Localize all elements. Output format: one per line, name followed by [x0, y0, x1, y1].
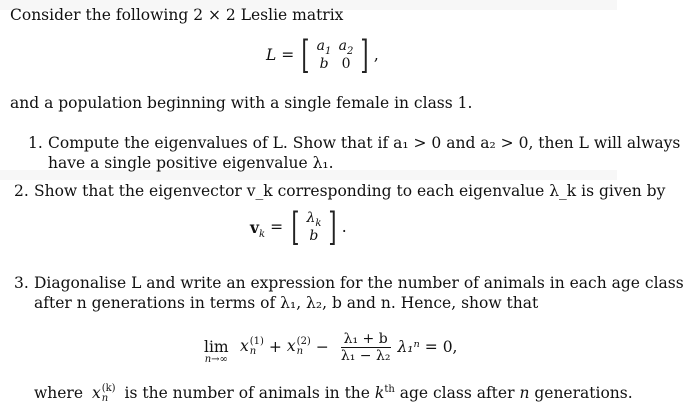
- limit-rhs: = 0,: [424, 338, 458, 356]
- vector-right-bracket: ]: [328, 205, 337, 249]
- vector-eq-sign: =: [270, 218, 284, 236]
- vector-bottom: b: [309, 228, 319, 244]
- limit-expression: [240, 328, 457, 366]
- vector-lhs: $v_k$: [250, 217, 266, 240]
- lim-subscript: n→∞: [204, 354, 228, 365]
- fraction: [338, 331, 394, 364]
- item2-line1: Show that the eigenvector v_k corresponding to each eigenvalue λ_k is given by: [34, 182, 666, 200]
- item1-number: 1.: [28, 134, 43, 152]
- item1-line2: have a single positive eigenvalue λ₁.: [48, 154, 334, 172]
- matrix-comma: ,: [373, 46, 379, 64]
- item1-line1: Compute the eigenvalues of L. Show that if a₁ > 0 and a₂ > 0, then L will always: [48, 134, 681, 152]
- population-sentence: and a population beginning with a single female in class 1.: [10, 94, 473, 112]
- item2-number: 2.: [14, 182, 29, 200]
- intro-text: Consider the following 2 × 2 Leslie matrix: [10, 6, 344, 24]
- fraction-denominator: λ₁ − λ₂: [340, 347, 391, 364]
- eigenvector-eq: [250, 205, 347, 249]
- vector-top: $\lambda_k$: [306, 210, 322, 229]
- limit-operator: [204, 338, 229, 365]
- item3-line1: Diagonalise L and write an expression for the number of animals in each age class: [34, 274, 684, 292]
- cell-b: b: [319, 56, 329, 72]
- vector-grid: [303, 210, 325, 244]
- cell-a2: $a_2$: [338, 38, 354, 57]
- vector-left-bracket: [: [291, 205, 300, 249]
- item3-line2: after n generations in terms of λ₁, λ₂, b and n. Hence, show that: [34, 294, 539, 312]
- where-line: where x (k) n is the number of animals in the $k^{th}$ age class after n generations.: [34, 383, 633, 404]
- minus-sign: −: [315, 338, 329, 356]
- item3-number: 3.: [14, 274, 29, 292]
- cell-a1: $a_1$: [316, 38, 332, 57]
- vector-period: .: [341, 218, 347, 236]
- fraction-numerator: λ₁ + b: [341, 331, 391, 348]
- where-x: x (k) n: [91, 383, 116, 404]
- lambda-power: λ₁ⁿ: [397, 338, 420, 356]
- term-x1: x (1) n: [240, 336, 264, 357]
- right-bracket: ]: [360, 33, 369, 77]
- left-bracket: [: [301, 33, 310, 77]
- term-x2: x (2) n: [286, 336, 311, 357]
- plus-sign: +: [268, 338, 282, 356]
- lim-word: lim: [204, 338, 229, 356]
- cell-zero: 0: [341, 56, 351, 72]
- leslie-matrix: [266, 33, 379, 77]
- matrix-lhs: L =: [266, 46, 295, 64]
- matrix-grid: [313, 38, 357, 72]
